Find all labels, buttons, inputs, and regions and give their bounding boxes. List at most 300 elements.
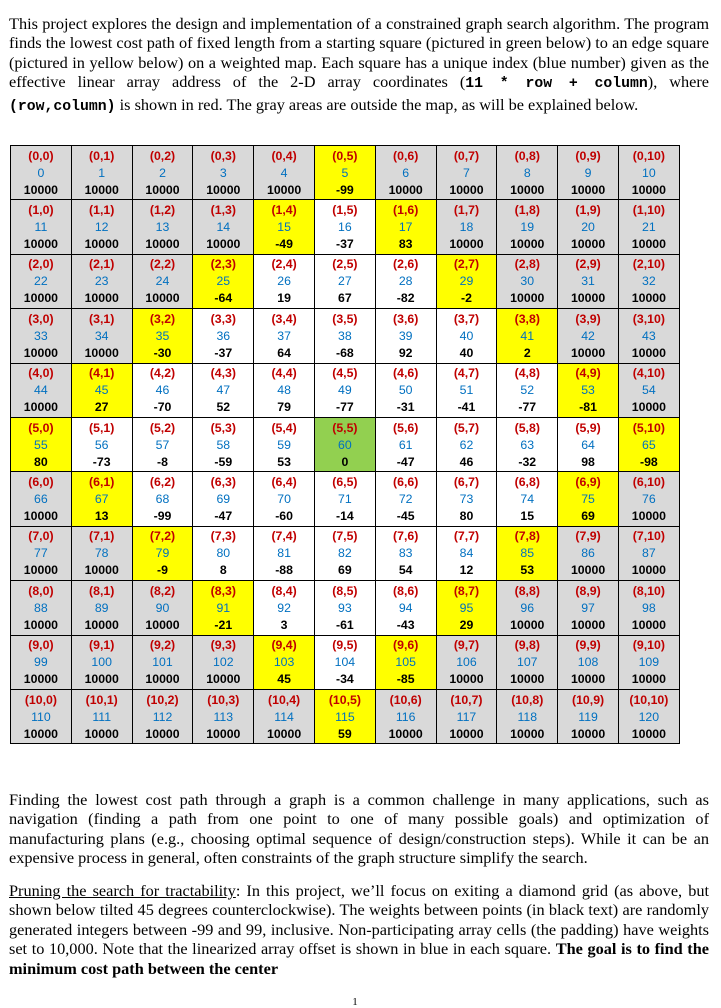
grid-cell-outside (375, 146, 436, 200)
cell-weight: 8 (219, 563, 227, 578)
cell-index: 12 (94, 220, 109, 235)
cell-index: 53 (581, 383, 595, 398)
cell-weight: 10000 (570, 345, 606, 360)
graph-search-paragraph: Finding the lowest cost path through a graph is a common challenge in many applications, such as navigation (finding a path from one point to one of many possible goals) and optimization of manufacturing plans (e.g., choosing optimal sequence of design/construction steps). While it can be an expensive process in general, often constraints of the graph structure simplify the search. (9, 790, 709, 868)
cell-coordinate: (8,0) (28, 583, 54, 598)
grid-cell-outside (497, 581, 558, 635)
cell-weight: 10000 (266, 726, 302, 741)
cell-weight: 10000 (570, 291, 606, 306)
cell-index: 16 (338, 220, 352, 235)
cell-index: 61 (398, 437, 413, 452)
cell-weight: 10000 (206, 182, 241, 197)
grid-cell (193, 363, 254, 417)
cell-coordinate: (4,10) (632, 366, 665, 381)
grid-cell-outside (558, 309, 619, 363)
grid-cell-outside (132, 254, 193, 308)
cell-weight: 10000 (84, 345, 119, 360)
cell-weight: 53 (277, 454, 291, 469)
grid-cell-outside (558, 146, 619, 200)
cell-index: 101 (152, 655, 173, 670)
cell-coordinate: (10,3) (207, 692, 240, 707)
cell-index: 94 (398, 600, 413, 615)
grid-cell (375, 581, 436, 635)
grid-cell-outside (497, 146, 558, 200)
grid-cell-edge (618, 417, 679, 471)
cell-coordinate: (8,7) (453, 583, 480, 598)
cell-coordinate: (9,6) (393, 638, 419, 653)
cell-weight: 52 (216, 400, 231, 415)
grid-cell (314, 581, 375, 635)
grid-cell-outside (11, 526, 72, 580)
cell-index: 71 (338, 492, 352, 507)
cell-coordinate: (2,0) (28, 257, 54, 272)
cell-weight: 2 (523, 345, 531, 360)
cell-index: 82 (338, 546, 352, 561)
cell-coordinate: (2,8) (514, 257, 540, 272)
cell-weight: 10000 (570, 672, 606, 687)
cell-coordinate: (4,6) (393, 366, 419, 381)
cell-weight: 69 (581, 509, 595, 524)
cell-coordinate: (9,3) (210, 638, 236, 653)
grid-cell (436, 417, 497, 471)
grid-cell-outside (254, 689, 315, 743)
cell-weight: 10000 (510, 672, 545, 687)
cell-coordinate: (5,10) (632, 420, 665, 435)
grid-cell-outside (618, 200, 679, 254)
cell-index: 74 (520, 492, 535, 507)
cell-index: 73 (459, 492, 474, 507)
cell-index: 65 (642, 437, 656, 452)
cell-weight: -85 (396, 672, 415, 687)
cell-weight: -41 (457, 400, 476, 415)
cell-weight: 19 (277, 291, 291, 306)
cell-index: 68 (155, 492, 170, 507)
cell-index: 38 (338, 328, 352, 343)
cell-weight: 10000 (570, 182, 606, 197)
cell-weight: 10000 (23, 291, 58, 306)
grid-row (11, 363, 680, 417)
grid-cell (193, 309, 254, 363)
cell-index: 86 (581, 546, 595, 561)
grid-cell-outside (497, 200, 558, 254)
grid-cell-outside (71, 689, 132, 743)
cell-index: 27 (338, 274, 352, 289)
cell-weight: 45 (277, 672, 291, 687)
cell-index: 30 (520, 274, 535, 289)
cell-coordinate: (1,0) (28, 203, 54, 218)
cell-index: 70 (277, 492, 291, 507)
cell-index: 2 (159, 165, 166, 180)
cell-coordinate: (0,3) (210, 148, 236, 163)
cell-index: 90 (155, 600, 170, 615)
cell-index: 36 (216, 328, 231, 343)
grid-row (11, 635, 680, 689)
grid-cell-edge (436, 254, 497, 308)
cell-weight: 10000 (23, 726, 58, 741)
pruning-heading: Pruning the search for tractability (9, 881, 236, 900)
grid-cell-outside (193, 146, 254, 200)
grid-cell-edge (11, 417, 72, 471)
grid-cell-outside (71, 635, 132, 689)
grid-row (11, 254, 680, 308)
cell-coordinate: (0,6) (393, 148, 419, 163)
cell-weight: 10000 (23, 509, 58, 524)
cell-index: 81 (277, 546, 291, 561)
cell-weight: 53 (520, 563, 535, 578)
cell-weight: -60 (275, 509, 293, 524)
cell-coordinate: (4,4) (271, 366, 297, 381)
grid-cell-start (314, 417, 375, 471)
cell-coordinate: (4,1) (89, 366, 115, 381)
grid-cell-outside (436, 200, 497, 254)
grid-cell-outside (11, 146, 72, 200)
cell-coordinate: (3,2) (149, 311, 176, 326)
grid-cell-outside (618, 309, 679, 363)
cell-index: 13 (155, 220, 170, 235)
grid-row (11, 309, 680, 363)
cell-coordinate: (4,3) (210, 366, 236, 381)
cell-index: 112 (152, 709, 173, 724)
cell-coordinate: (5,4) (271, 420, 297, 435)
grid-cell-outside (436, 689, 497, 743)
cell-index: 66 (34, 492, 48, 507)
cell-index: 97 (581, 600, 595, 615)
cell-coordinate: (5,3) (210, 420, 236, 435)
cell-coordinate: (0,2) (149, 148, 176, 163)
grid-cell-outside (132, 200, 193, 254)
cell-index: 114 (274, 709, 294, 724)
grid-cell-outside (558, 581, 619, 635)
cell-index: 34 (94, 328, 109, 343)
cell-index: 17 (398, 220, 413, 235)
cell-coordinate: (0,9) (575, 148, 601, 163)
cell-index: 24 (155, 274, 170, 289)
cell-index: 120 (638, 709, 660, 724)
grid-cell (193, 472, 254, 526)
grid-cell (71, 417, 132, 471)
grid-cell-edge (254, 200, 315, 254)
cell-coordinate: (8,10) (632, 583, 665, 598)
grid-cell-outside (497, 254, 558, 308)
cell-coordinate: (3,7) (453, 311, 480, 326)
grid-cell-edge (71, 363, 132, 417)
grid-cell-edge (497, 526, 558, 580)
grid-cell (436, 363, 497, 417)
cell-coordinate: (4,7) (453, 366, 480, 381)
cell-index: 98 (642, 600, 656, 615)
cell-coordinate: (4,8) (514, 366, 540, 381)
grid-cell-edge (436, 581, 497, 635)
grid-cell-edge (375, 200, 436, 254)
grid-cell-outside (618, 526, 679, 580)
grid-cell-outside (558, 254, 619, 308)
grid-cell-outside (558, 635, 619, 689)
cell-weight: 12 (459, 563, 474, 578)
cell-weight: 10000 (510, 617, 545, 632)
cell-index: 78 (94, 546, 109, 561)
cell-weight: 59 (338, 726, 352, 741)
cell-weight: -49 (275, 237, 293, 252)
pruning-paragraph (9, 881, 709, 978)
cell-coordinate: (6,0) (28, 475, 54, 490)
cell-index: 100 (91, 655, 112, 670)
grid-cell (193, 417, 254, 471)
cell-index: 102 (213, 655, 234, 670)
cell-weight: -70 (153, 400, 172, 415)
cell-coordinate: (2,1) (89, 257, 115, 272)
cell-index: 88 (34, 600, 48, 615)
grid-cell-edge (558, 363, 619, 417)
grid-cell-edge (314, 689, 375, 743)
cell-coordinate: (8,3) (210, 583, 236, 598)
grid-cell-edge (193, 254, 254, 308)
cell-index: 6 (402, 165, 410, 180)
cell-weight: 64 (277, 345, 291, 360)
cell-index: 15 (277, 220, 291, 235)
cell-index: 60 (338, 437, 352, 452)
grid-cell-outside (132, 581, 193, 635)
grid-cell (254, 363, 315, 417)
cell-coordinate: (9,8) (514, 638, 540, 653)
cell-index: 111 (92, 709, 112, 724)
cell-coordinate: (7,2) (149, 529, 176, 544)
cell-weight: 10000 (449, 672, 484, 687)
cell-coordinate: (10,0) (24, 692, 57, 707)
cell-coordinate: (0,7) (453, 148, 480, 163)
cell-index: 25 (216, 274, 231, 289)
cell-index: 108 (577, 655, 599, 670)
cell-index: 18 (459, 220, 474, 235)
cell-weight: -64 (214, 291, 233, 306)
intro-paragraph (9, 14, 709, 117)
cell-weight: -8 (157, 454, 168, 469)
grid-cell (132, 363, 193, 417)
cell-coordinate: (2,10) (632, 257, 665, 272)
cell-weight: -77 (518, 400, 537, 415)
cell-coordinate: (2,7) (453, 257, 480, 272)
cell-index: 89 (94, 600, 109, 615)
cell-weight: 10000 (570, 563, 606, 578)
grid-cell-outside (132, 689, 193, 743)
cell-index: 92 (277, 600, 291, 615)
cell-coordinate: (10,9) (572, 692, 605, 707)
cell-index: 22 (34, 274, 48, 289)
cell-weight: 69 (338, 563, 352, 578)
grid-cell-edge (314, 146, 375, 200)
cell-index: 41 (520, 328, 535, 343)
cell-weight: 10000 (206, 672, 241, 687)
cell-coordinate: (6,1) (89, 475, 115, 490)
cell-index: 11 (34, 220, 48, 235)
grid-cell-outside (497, 689, 558, 743)
grid-cell-outside (618, 254, 679, 308)
cell-weight: 10000 (631, 509, 666, 524)
grid-cell (314, 526, 375, 580)
cell-index: 44 (34, 383, 48, 398)
cell-coordinate: (6,4) (271, 475, 297, 490)
cell-index: 93 (338, 600, 352, 615)
grid-cell-edge (375, 635, 436, 689)
cell-index: 52 (520, 383, 535, 398)
grid-cell-outside (497, 635, 558, 689)
grid-cell (314, 363, 375, 417)
cell-coordinate: (10,2) (146, 692, 179, 707)
cell-weight: 92 (398, 345, 413, 360)
cell-weight: 10000 (23, 563, 58, 578)
cell-coordinate: (10,7) (450, 692, 483, 707)
grid-cell-outside (193, 200, 254, 254)
grid-cell-outside (618, 363, 679, 417)
goal-statement: The goal is to find the minimum cost path between the center (9, 939, 709, 978)
grid-cell-outside (11, 689, 72, 743)
cell-weight: 10000 (145, 182, 180, 197)
cell-index: 10 (642, 165, 656, 180)
cell-weight: 10000 (23, 345, 58, 360)
cell-weight: 10000 (23, 672, 58, 687)
grid-cell (254, 581, 315, 635)
cell-index: 8 (523, 165, 531, 180)
grid-cell-edge (558, 472, 619, 526)
cell-index: 37 (277, 328, 291, 343)
cell-coordinate: (7,7) (453, 529, 480, 544)
grid-cell (375, 254, 436, 308)
grid-cell-outside (618, 635, 679, 689)
cell-index: 107 (517, 655, 538, 670)
cell-weight: 10000 (23, 617, 58, 632)
cell-index: 28 (398, 274, 413, 289)
cell-index: 4 (280, 165, 288, 180)
cell-coordinate: (1,5) (332, 203, 358, 218)
cell-weight: 10000 (570, 726, 606, 741)
cell-coordinate: (8,6) (393, 583, 419, 598)
cell-weight: -99 (335, 182, 354, 197)
cell-coordinate: (1,6) (393, 203, 419, 218)
cell-weight: -61 (335, 617, 354, 632)
cell-coordinate: (8,2) (149, 583, 176, 598)
cell-coordinate: (0,8) (514, 148, 540, 163)
cell-coordinate: (5,0) (28, 420, 54, 435)
cell-coordinate: (6,3) (210, 475, 236, 490)
cell-index: 116 (395, 709, 416, 724)
cell-coordinate: (1,3) (210, 203, 236, 218)
cell-coordinate: (9,1) (89, 638, 115, 653)
cell-coordinate: (0,0) (28, 148, 54, 163)
cell-coordinate: (3,9) (575, 311, 601, 326)
grid-cell (436, 472, 497, 526)
cell-coordinate: (7,1) (89, 529, 115, 544)
cell-index: 87 (642, 546, 656, 561)
cell-coordinate: (8,4) (271, 583, 297, 598)
cell-coordinate: (3,3) (210, 311, 236, 326)
cell-weight: 40 (459, 345, 474, 360)
cell-coordinate: (2,6) (393, 257, 419, 272)
cell-index: 26 (277, 274, 291, 289)
cell-index: 110 (31, 709, 51, 724)
cell-index: 106 (456, 655, 477, 670)
cell-coordinate: (9,7) (453, 638, 480, 653)
grid-cell (314, 472, 375, 526)
cell-coordinate: (4,9) (575, 366, 601, 381)
cell-index: 103 (273, 655, 295, 670)
cell-weight: 80 (34, 454, 48, 469)
grid-cell-outside (11, 635, 72, 689)
cell-weight: 10000 (510, 726, 545, 741)
grid-cell (254, 417, 315, 471)
cell-weight: 10000 (84, 182, 119, 197)
cell-index: 48 (277, 383, 291, 398)
grid-cell (314, 309, 375, 363)
cell-index: 23 (94, 274, 109, 289)
cell-weight: -88 (275, 563, 293, 578)
grid-cell (254, 472, 315, 526)
grid-row (11, 689, 680, 743)
cell-coordinate: (5,5) (332, 420, 358, 435)
cell-weight: 10000 (631, 617, 666, 632)
cell-index: 56 (94, 437, 109, 452)
cell-index: 117 (456, 709, 477, 724)
grid-cell-outside (11, 472, 72, 526)
cell-index: 39 (398, 328, 413, 343)
grid-cell-outside (254, 146, 315, 200)
cell-weight: 10000 (510, 182, 545, 197)
cell-weight: 10000 (84, 563, 119, 578)
cell-weight: 10000 (631, 182, 666, 197)
grid-cell-outside (618, 472, 679, 526)
cell-weight: -82 (396, 291, 415, 306)
grid-cell (375, 363, 436, 417)
cell-coordinate: (1,2) (149, 203, 176, 218)
cell-index: 31 (581, 274, 595, 289)
cell-coordinate: (9,9) (575, 638, 601, 653)
cell-coordinate: (6,6) (393, 475, 419, 490)
cell-coordinate: (1,8) (514, 203, 540, 218)
grid-cell (497, 417, 558, 471)
grid-cell (558, 417, 619, 471)
cell-index: 95 (459, 600, 474, 615)
cell-index: 51 (459, 383, 474, 398)
cell-coordinate: (2,4) (271, 257, 297, 272)
index-formula-code: 11 * row + column (465, 76, 648, 93)
cell-coordinate: (3,4) (271, 311, 297, 326)
cell-weight: 10000 (631, 345, 666, 360)
cell-index: 69 (216, 492, 231, 507)
grid-cell (254, 309, 315, 363)
grid-cell (375, 309, 436, 363)
cell-weight: 10000 (631, 237, 666, 252)
grid-cell-outside (618, 581, 679, 635)
cell-coordinate: (5,8) (514, 420, 540, 435)
cell-index: 105 (395, 655, 416, 670)
cell-coordinate: (3,1) (89, 311, 115, 326)
cell-index: 54 (642, 383, 656, 398)
cell-coordinate: (8,1) (89, 583, 115, 598)
grid-row (11, 200, 680, 254)
cell-index: 9 (584, 165, 592, 180)
cell-weight: 10000 (631, 400, 666, 415)
cell-index: 32 (642, 274, 656, 289)
cell-index: 115 (335, 709, 355, 724)
cell-weight: -37 (214, 345, 233, 360)
cell-index: 104 (334, 655, 356, 670)
intro-text-2: ), where (647, 72, 710, 92)
cell-coordinate: (8,8) (514, 583, 540, 598)
cell-index: 79 (155, 546, 170, 561)
grid-cell-outside (618, 689, 679, 743)
intro-text-1: This project explores the design and implementation of a constrained graph search algorithm. The program finds the lowest cost path of fixed length from a starting square (pictured in green below) to an edge square (pictured in yellow below) on a weighted map. Each square has a unique index (blue number) given as the effective linear array address of the 2-D array coordinates ( (9, 14, 709, 92)
cell-coordinate: (10,8) (511, 692, 544, 707)
cell-coordinate: (4,5) (332, 366, 358, 381)
cell-coordinate: (7,5) (332, 529, 358, 544)
